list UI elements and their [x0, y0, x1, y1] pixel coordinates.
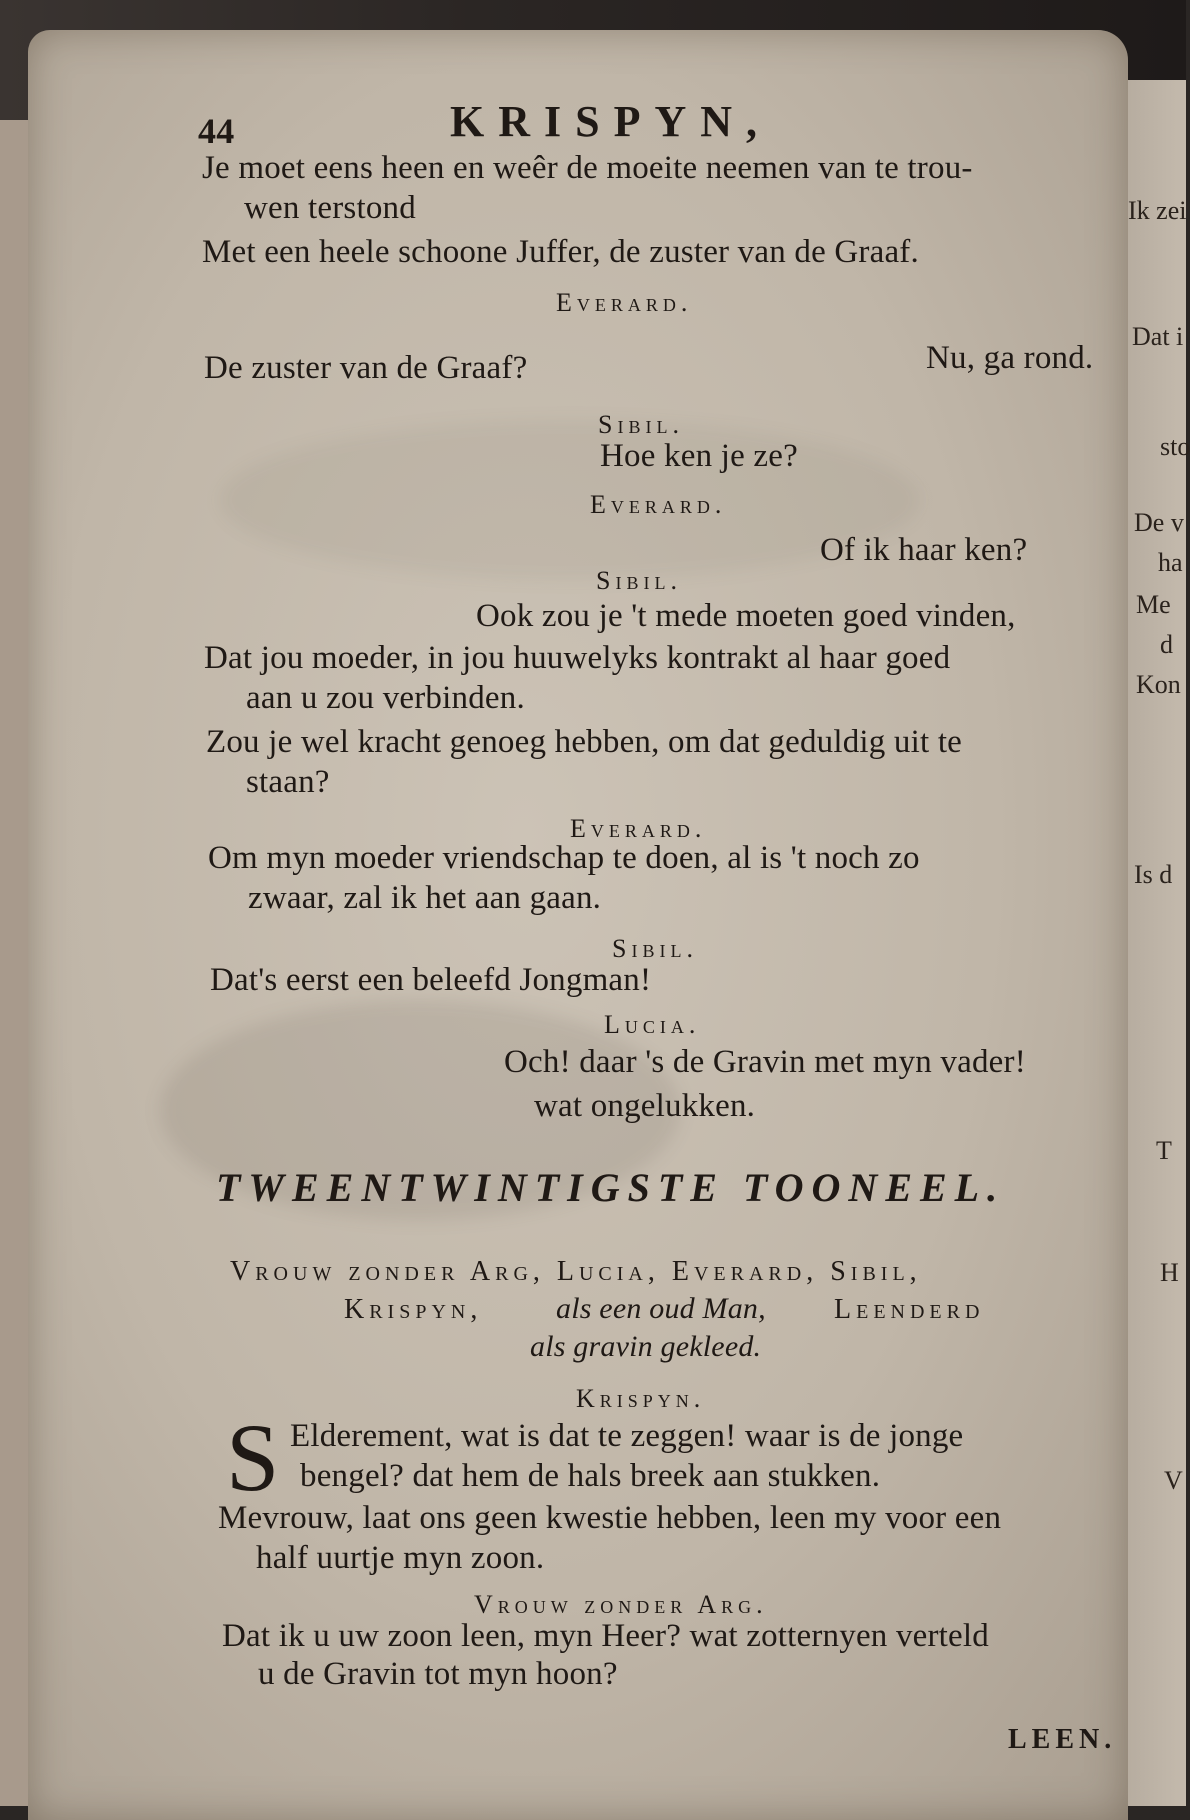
- text-line: Dat's eerst een beleefd Jongman!: [210, 962, 652, 998]
- text-line: wat ongelukken.: [534, 1088, 756, 1124]
- scene-heading: TWEENTWINTIGSTE TOONEEL.: [216, 1165, 1006, 1210]
- text-line: Mevrouw, laat ons geen kwestie hebben, leen my voor een: [218, 1500, 1002, 1536]
- running-title: KRISPYN,: [450, 97, 772, 146]
- text-line: Dat ik u uw zoon leen, myn Heer? wat zotternyen verteld: [222, 1618, 989, 1654]
- text-line: zwaar, zal ik het aan gaan.: [248, 880, 602, 916]
- edge-text: T: [1156, 1136, 1172, 1165]
- cast-list: Leenderd: [834, 1294, 985, 1325]
- speaker-name: Vrouw zonder Arg.: [474, 1590, 768, 1619]
- speaker-name: Sibil.: [596, 566, 682, 595]
- cast-list: als gravin gekleed.: [530, 1330, 762, 1363]
- text-line: Zou je wel kracht genoeg hebben, om dat geduldig uit te: [206, 724, 963, 760]
- text-line: Ook zou je 't mede moeten goed vinden,: [476, 598, 1016, 634]
- edge-text: sto: [1160, 432, 1190, 461]
- text-line: Met een heele schoone Juffer, de zuster van de Graaf.: [202, 234, 919, 270]
- cast-list: Vrouw zonder Arg, Lucia, Everard, Sibil,: [230, 1256, 922, 1287]
- page-stain: [220, 420, 920, 580]
- speaker-name: Everard.: [556, 288, 693, 317]
- edge-text: Ik zei: [1128, 196, 1187, 225]
- edge-text: H: [1160, 1258, 1179, 1287]
- text-line: wen terstond: [244, 190, 416, 226]
- edge-text: Me: [1136, 590, 1171, 619]
- text-line: Och! daar 's de Gravin met myn vader!: [504, 1044, 1026, 1080]
- cast-list: Krispyn,: [344, 1294, 483, 1325]
- edge-text: Dat i: [1132, 322, 1184, 351]
- text-line: Je moet eens heen en weêr de moeite neemen van te trou-: [202, 150, 973, 186]
- edge-text: Kon: [1136, 670, 1181, 699]
- catchword: LEEN.: [1008, 1724, 1117, 1755]
- text-line: staan?: [246, 764, 330, 800]
- text-line: u de Gravin tot myn hoon?: [258, 1656, 618, 1692]
- text-line: Dat jou moeder, in jou huuwelyks kontrakt al haar goed: [204, 640, 951, 676]
- edge-text: Is d: [1134, 860, 1173, 889]
- edge-text: V: [1164, 1466, 1183, 1495]
- text-line: aan u zou verbinden.: [246, 680, 525, 716]
- text-line: Hoe ken je ze?: [600, 438, 798, 474]
- page-number: 44: [198, 111, 235, 151]
- edge-text: ha: [1158, 548, 1183, 577]
- edge-text: De v: [1134, 508, 1184, 537]
- speaker-name: Krispyn.: [576, 1384, 706, 1413]
- speaker-name: Sibil.: [612, 934, 698, 963]
- text-line: bengel? dat hem de hals breek aan stukken.: [300, 1458, 881, 1494]
- cast-list: als een oud Man,: [556, 1292, 766, 1325]
- edge-text: d: [1160, 630, 1173, 659]
- speaker-name: Lucia.: [604, 1010, 701, 1039]
- drop-cap: S: [226, 1404, 280, 1511]
- text-line: De zuster van de Graaf?: [204, 350, 528, 386]
- text-line: Of ik haar ken?: [820, 532, 1028, 568]
- text-line: Nu, ga rond.: [926, 340, 1094, 376]
- speaker-name: Everard.: [590, 490, 727, 519]
- text-line: half uurtje myn zoon.: [256, 1540, 545, 1576]
- speaker-name: Everard.: [570, 814, 707, 843]
- text-line: Om myn moeder vriendschap te doen, al is 't noch zo: [208, 840, 920, 876]
- speaker-name: Sibil.: [598, 410, 684, 439]
- text-line: Elderement, wat is dat te zeggen! waar is de jonge: [290, 1418, 964, 1454]
